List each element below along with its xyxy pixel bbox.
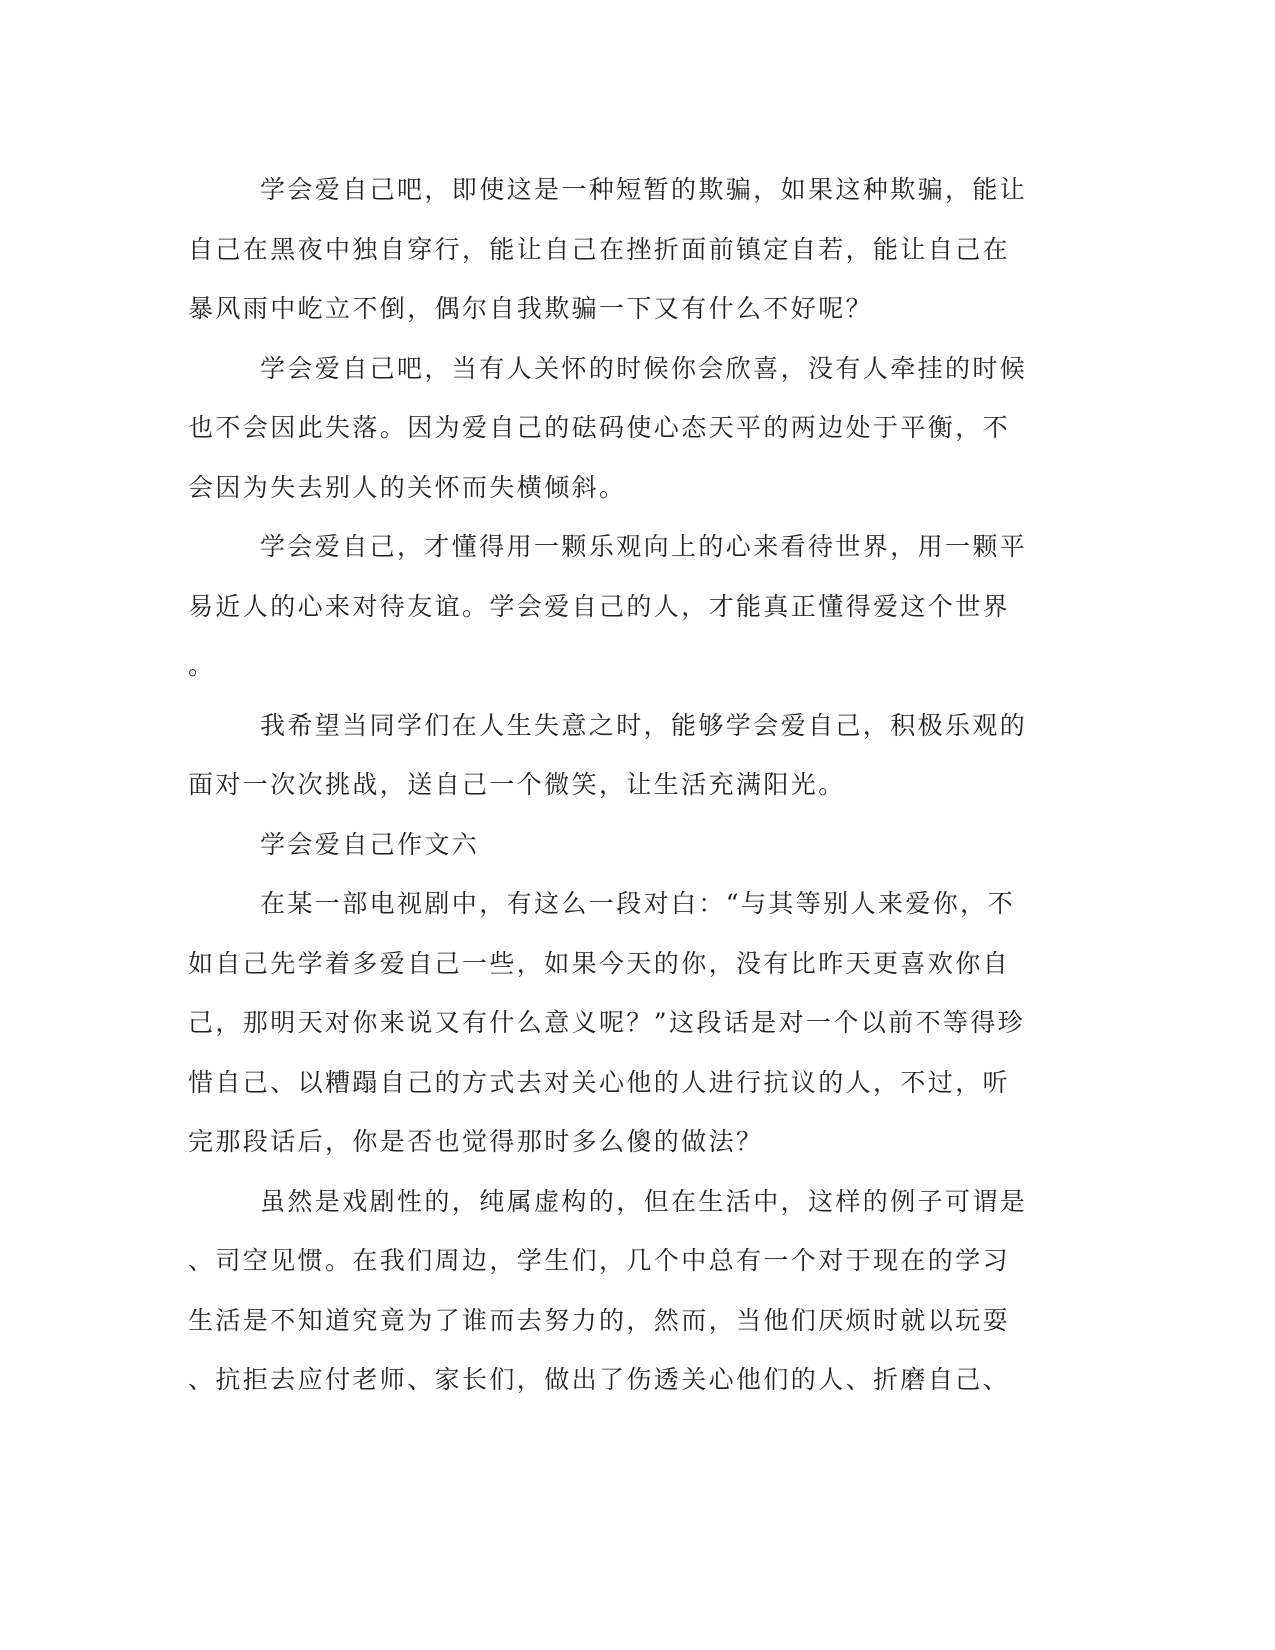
text-line: 易近人的心来对待友谊。学会爱自己的人，才能真正懂得爱这个世界 bbox=[188, 591, 1011, 621]
text-line: 己，那明天对你来说又有什么意义呢？”这段话是对一个以前不等得珍 bbox=[188, 1008, 1026, 1037]
text-line: 、抗拒去应付老师、家长们，做出了伤透关心他们的人、折磨自己、 bbox=[188, 1365, 1011, 1394]
text-line: 、司空见惯。在我们周边，学生们，几个中总有一个对于现在的学习 bbox=[188, 1246, 1011, 1275]
text-line: 自己在黑夜中独自穿行，能让自己在挫折面前镇定自若，能让自己在 bbox=[188, 234, 1011, 264]
text-line: 面对一次次挑战，送自己一个微笑，让生活充满阳光。 bbox=[188, 770, 846, 799]
text-line: 暴风雨中屹立不倒，偶尔自我欺骗一下又有什么不好呢？ bbox=[188, 294, 874, 323]
text-line: 我希望当同学们在人生失意之时，能够学会爱自己，积极乐观的 bbox=[260, 710, 1028, 740]
text-line: 。 bbox=[188, 651, 216, 680]
text-line: 会因为失去别人的关怀而失横倾斜。 bbox=[188, 472, 627, 502]
text-line: 学会爱自己吧，当有人关怀的时候你会欣喜，没有人牵挂的时候 bbox=[260, 353, 1028, 383]
text-line: 虽然是戏剧性的，纯属虚构的，但在生活中，这样的例子可谓是 bbox=[260, 1186, 1028, 1216]
text-line: 如自己先学着多爱自己一些，如果今天的你，没有比昨天更喜欢你自 bbox=[188, 948, 1011, 978]
text-line: 学会爱自己，才懂得用一颗乐观向上的心来看待世界，用一颗平 bbox=[260, 532, 1028, 561]
text-line: 学会爱自己吧，即使这是一种短暂的欺骗，如果这种欺骗，能让 bbox=[260, 175, 1028, 204]
document-body bbox=[188, 160, 1068, 1410]
section-heading: 学会爱自己作文六 bbox=[260, 829, 480, 859]
text-line: 生活是不知道究竟为了谁而去努力的，然而，当他们厌烦时就以玩耍 bbox=[188, 1305, 1011, 1335]
text-line: 在某一部电视剧中，有这么一段对白：“与其等别人来爱你，不 bbox=[260, 889, 1015, 918]
text-line: 也不会因此失落。因为爱自己的砝码使心态天平的两边处于平衡，不 bbox=[188, 413, 1011, 442]
text-line: 惜自己、以糟蹋自己的方式去对关心他的人进行抗议的人，不过，听 bbox=[188, 1067, 1011, 1097]
text-line: 完那段话后，你是否也觉得那时多么傻的做法？ bbox=[188, 1127, 764, 1156]
